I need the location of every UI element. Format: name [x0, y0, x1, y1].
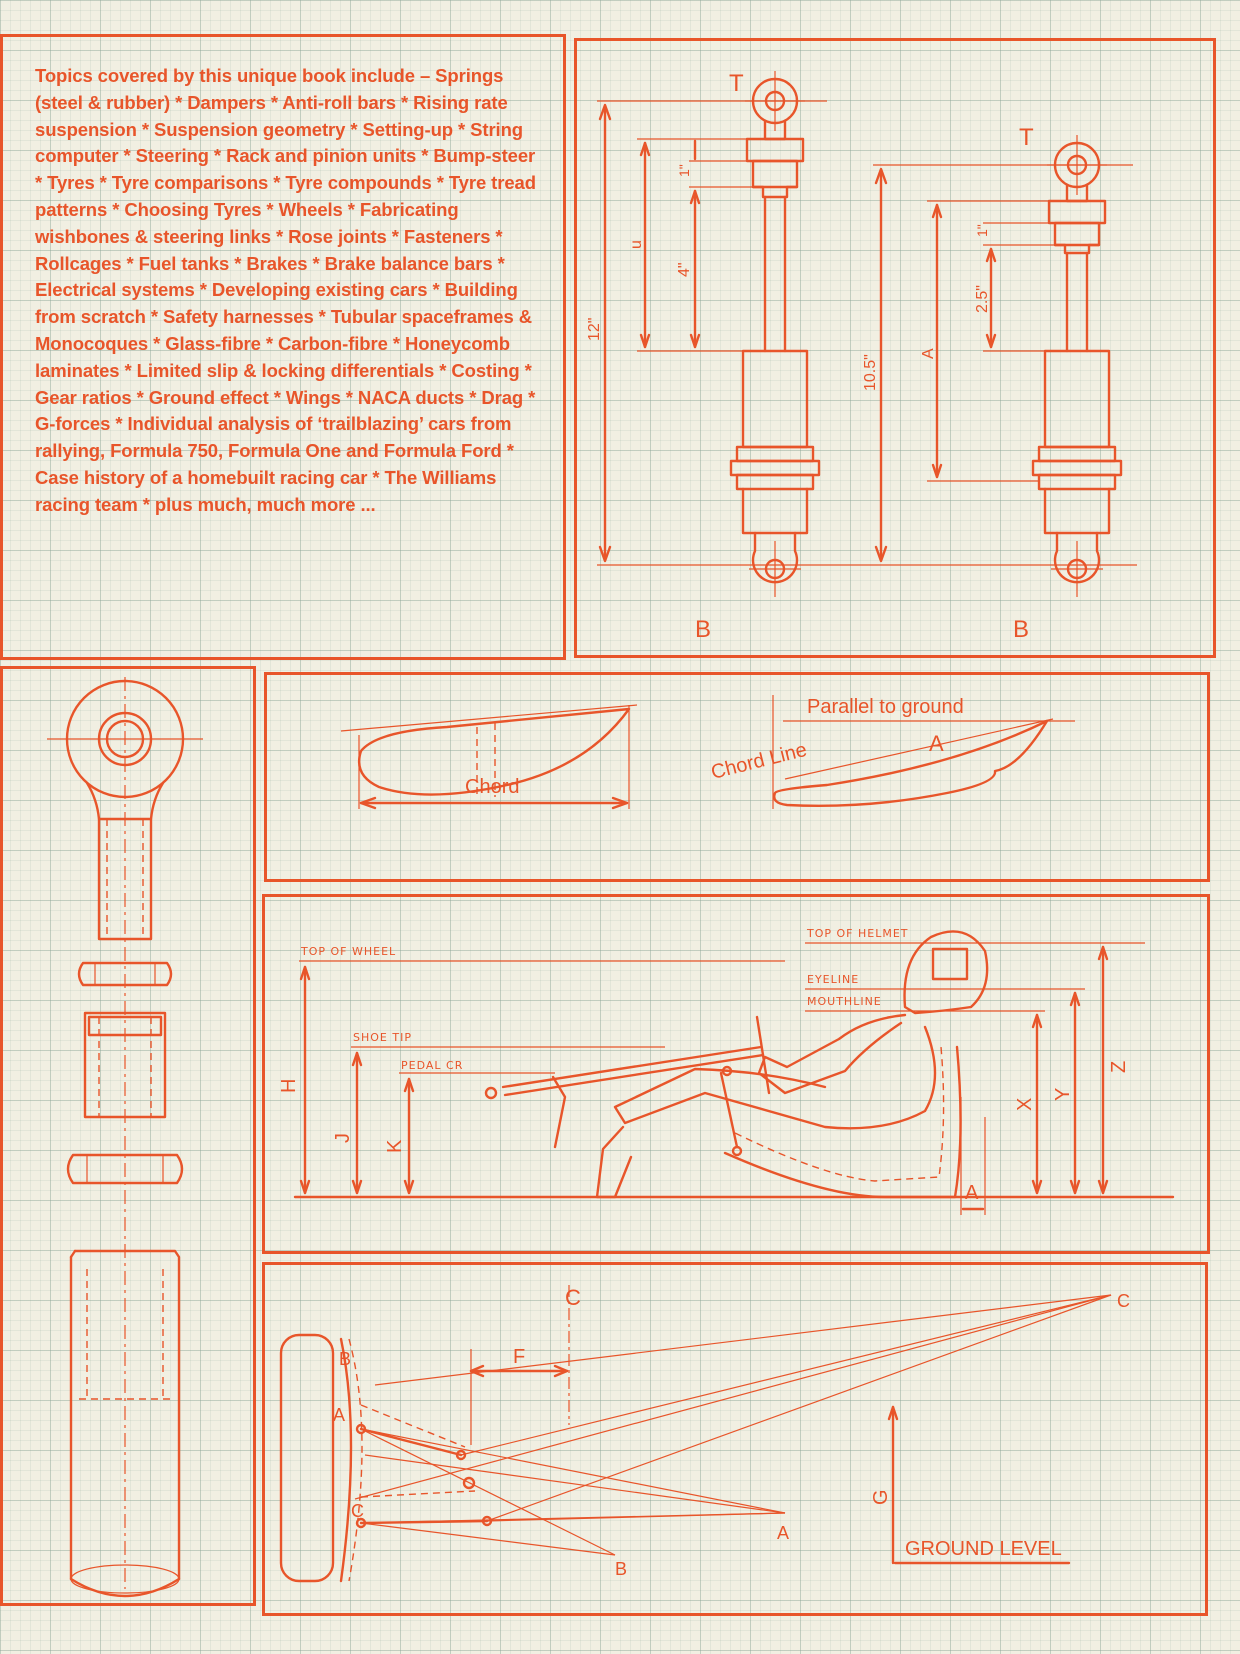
damper-dim-1-right: 1" [974, 224, 990, 237]
geometry-label-b-top: B [339, 1349, 352, 1369]
aero-label-parallel: Parallel to ground [807, 696, 964, 718]
damper-drawing [577, 41, 1213, 655]
rod-end-drawing [3, 669, 253, 1603]
driver-dim-a: A [965, 1182, 979, 1204]
damper-dim-10-5: 10.5" [862, 354, 879, 391]
damper-label-t-left: T [729, 70, 744, 97]
geometry-label-c-far: C [1117, 1291, 1130, 1311]
topics-text: Topics covered by this unique book include – Springs (steel & rubber) * Dampers * Anti-roll bars * Rising rate suspension * Suspension geometry * Setting-up * String computer * Steering * Rack and pinion units * Bump-steer * Tyres * Tyre comparisons * Tyre compounds * Tyre tread patterns * Choosing Tyres * Wheels * Fabricating wishbones & steering links * Rose joints * Fasteners * Rollcages * Fuel tanks * Brakes * Brake balance bars * Electrical systems * Developing existing cars * Building from scratch * Safety harnesses * Tubular spaceframes & Monocoques * Glass-fibre * Carbon-fibre * Honeycomb laminates * Limited slip & locking differentials * Costing * Gear ratios * Ground effect * Wings * NACA ducts * Drag * G-forces * Individual analysis of ‘trailblazing’ cars from rallying, Formula 750, Formula One and Formula Ford * Case history of a homebuilt racing car * The Williams racing team * plus much, much more ... [35, 65, 536, 515]
driver-label-top-of-helmet: TOP OF HELMET [807, 927, 909, 940]
geometry-label-g: G [870, 1489, 892, 1505]
damper-label-b-right: B [1013, 616, 1030, 643]
driver-dim-z: Z [1108, 1060, 1130, 1073]
aerofoil-drawing [267, 675, 1207, 879]
driver-label-pedal-cr: PEDAL CR [401, 1059, 464, 1072]
suspension-geometry-drawing [265, 1265, 1205, 1613]
topics-panel [0, 34, 566, 660]
driver-label-top-of-wheel: TOP OF WHEEL [301, 945, 397, 958]
driver-label-eyeline: EYELINE [807, 973, 860, 986]
driver-label-mouthline: MOUTHLINE [807, 995, 882, 1008]
aero-label-chord: Chord [465, 776, 520, 798]
damper-drawing-panel [574, 38, 1216, 658]
damper-dim-4: 4" [676, 262, 693, 277]
geometry-label-ground-level: GROUND LEVEL [905, 1538, 1062, 1560]
damper-dim-a: A [920, 348, 937, 359]
damper-dim-u: u [628, 240, 645, 249]
left-damper [731, 71, 819, 597]
rod-end-drawing-panel [0, 666, 256, 1606]
suspension-geometry-panel [262, 1262, 1208, 1616]
geometry-label-c-left: C [351, 1501, 364, 1521]
aerofoil-drawing-panel [264, 672, 1210, 882]
damper-dim-1-left: 1" [676, 164, 692, 177]
driver-dim-h: H [278, 1078, 300, 1093]
right-damper [1033, 135, 1121, 597]
driver-dim-x: X [1014, 1097, 1036, 1111]
geometry-label-f: F [513, 1346, 526, 1368]
driver-position-drawing [265, 897, 1207, 1251]
geometry-label-b-bottom: B [615, 1559, 628, 1579]
geometry-label-centerline: C [565, 1285, 581, 1310]
driver-dim-j: J [332, 1133, 354, 1143]
damper-dim-12: 12" [586, 317, 603, 341]
driver-dim-k: K [384, 1139, 406, 1153]
aero-label-angle-a: A [929, 731, 944, 756]
geometry-label-a-left: A [333, 1405, 346, 1425]
driver-label-shoe-tip: SHOE TIP [353, 1031, 412, 1044]
damper-label-b-left: B [695, 616, 712, 643]
damper-label-t-right: T [1019, 124, 1034, 151]
driver-dim-y: Y [1052, 1087, 1074, 1101]
driver-position-drawing-panel [262, 894, 1210, 1254]
damper-dim-2-5: 2.5" [974, 285, 991, 313]
geometry-label-a-right: A [777, 1523, 790, 1543]
aero-label-chord-line: Chord Line [708, 738, 810, 784]
